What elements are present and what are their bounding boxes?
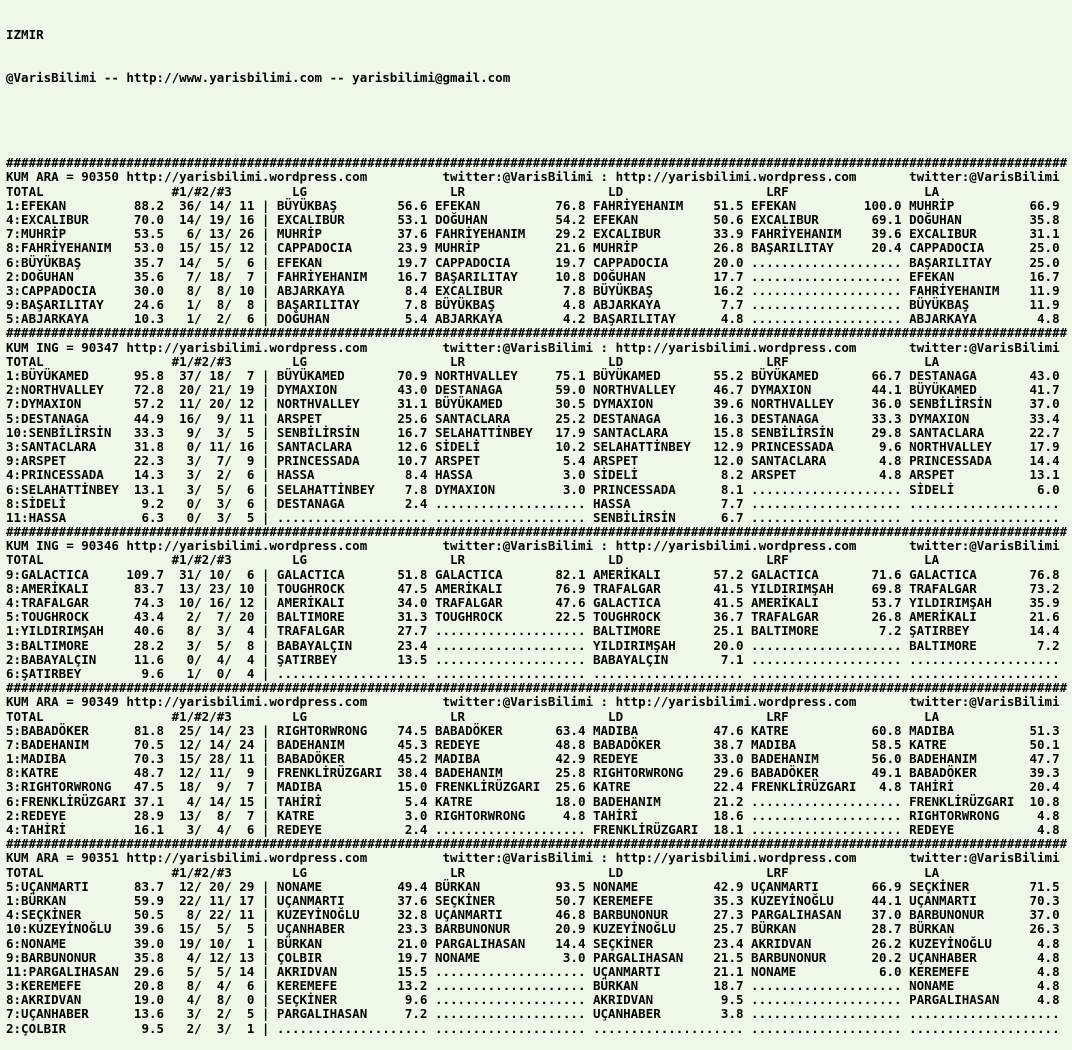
table-title-line: KUM ARA = 90350 http://yarisbilimi.wordpress.com twitter:@VarisBilimi : http://yarisbilimi.wordpress.com twitter:@VarisBilimi xyxy=(6,169,1060,185)
stats-table-90347 xyxy=(6,326,1072,525)
table-row: 7:UÇANHABER 13.6 3/ 2/ 5 | PARGALIHASAN 7.2 .................... UÇANHABER 3.8 .................... .................... xyxy=(6,1006,1068,1022)
table-row: 2:BABAYALÇIN 11.6 0/ 4/ 4 | ŞATIRBEY 13.5 .................... BABAYALÇIN 7.1 .................... .................... xyxy=(6,651,1068,667)
table-row: 7:BADEHANIM 70.5 12/ 14/ 24 | BADEHANIM 45.3 REDEYE 48.8 BABADÖKER 38.7 MADIBA 58.5 KATRE 50.1 xyxy=(6,736,1068,752)
table-row: 8:AMERİKALI 83.7 13/ 23/ 10 | TOUGHROCK 47.5 AMERİKALI 76.9 TRAFALGAR 41.5 YILDIRIMŞAH 69.8 TRAFALGAR 73.2 xyxy=(6,580,1068,596)
separator-line: ############################################################################################################################################# xyxy=(6,524,1068,540)
separator-line: ############################################################################################################################################# xyxy=(6,155,1068,171)
column-header-line: TOTAL #1/#2/#3 LG LR LD LRF LA xyxy=(6,183,940,199)
table-row: 2:ÇOLBIR 9.5 2/ 3/ 1 | .................... .................... .................... .................... .................... xyxy=(6,1020,1068,1036)
table-row: 8:FAHRİYEHANIM 53.0 15/ 15/ 12 | CAPPADOCIA 23.9 MUHRİP 21.6 MUHRİP 26.8 BAŞARILITAY 20.4 CAPPADOCIA 25.0 xyxy=(6,240,1068,256)
table-row: 9:GALACTICA 109.7 31/ 10/ 6 | GALACTICA 51.8 GALACTICA 82.1 AMERİKALI 57.2 GALACTICA 71.6 GALACTICA 76.8 xyxy=(6,566,1068,582)
table-row: 6:NONAME 39.0 19/ 10/ 1 | BÜRKAN 21.0 PARGALIHASAN 14.4 SEÇKİNER 23.4 AKRIDVAN 26.2 KUZEYİNOĞLU 4.8 xyxy=(6,935,1068,951)
table-row: 3:SANTACLARA 31.8 0/ 11/ 16 | SANTACLARA 12.6 SİDELİ 10.2 SELAHATTİNBEY 12.9 PRINCESSADA 9.6 NORTHVALLEY 17.9 xyxy=(6,438,1068,454)
table-row: 1:MADIBA 70.3 15/ 28/ 11 | BABADÖKER 45.2 MADIBA 42.9 REDEYE 33.0 BADEHANIM 56.0 BADEHANIM 47.7 xyxy=(6,751,1068,767)
table-row: 8:KATRE 48.7 12/ 11/ 9 | FRENKLİRÜZGARI 38.4 BADEHANIM 25.8 RIGHTORWRONG 29.6 BABADÖKER 49.1 BABADÖKER 39.3 xyxy=(6,765,1068,781)
byline: @VarisBilimi -- http://www.yarisbilimi.com -- yarisbilimi@gmail.com xyxy=(6,70,511,85)
table-row: 4:EXCALIBUR 70.0 14/ 19/ 16 | EXCALIBUR 53.1 DOĞUHAN 54.2 EFEKAN 50.6 EXCALIBUR 69.1 DOĞUHAN 35.8 xyxy=(6,211,1068,227)
table-row: 5:TOUGHROCK 43.4 2/ 7/ 20 | BALTIMORE 31.3 TOUGHROCK 22.5 TOUGHROCK 36.7 TRAFALGAR 26.8 AMERİKALI 21.6 xyxy=(6,609,1068,625)
table-row: 6:ŞATIRBEY 9.6 1/ 0/ 4 | .................... .................... .................... .................... .................... xyxy=(6,665,1068,681)
column-header-line: TOTAL #1/#2/#3 LG LR LD LRF LA xyxy=(6,708,940,724)
table-row: 8:SİDELİ 9.2 0/ 3/ 6 | DESTANAGA 2.4 .................... HASSA 7.7 .................... .................... xyxy=(6,495,1068,511)
table-row: 4:SEÇKİNER 50.5 8/ 22/ 11 | KUZEYİNOĞLU 32.8 UÇANMARTI 46.8 BARBUNONUR 27.3 PARGALIHASAN 37.0 BARBUNONUR 37.0 xyxy=(6,907,1068,923)
table-row: 7:DYMAXION 57.2 11/ 20/ 12 | NORTHVALLEY 31.1 BÜYÜKAMED 30.5 DYMAXION 39.6 NORTHVALLEY 36.0 SENBİLİRSİN 37.0 xyxy=(6,396,1068,412)
column-header-line: TOTAL #1/#2/#3 LG LR LD LRF LA xyxy=(6,552,940,568)
table-row: 4:TAHİRİ 16.1 3/ 4/ 6 | REDEYE 2.4 .................... FRENKLİRÜZGARI 18.1 .................... REDEYE 4.8 xyxy=(6,822,1068,837)
separator-line: ############################################################################################################################################# xyxy=(6,325,1068,341)
stats-table-90346 xyxy=(6,525,1072,681)
table-row: 9:BARBUNONUR 35.8 4/ 12/ 13 | ÇOLBIR 19.7 NONAME 3.0 PARGALIHASAN 21.5 BARBUNONUR 20.2 UÇANHABER 4.8 xyxy=(6,949,1068,965)
table-row: 4:TRAFALGAR 74.3 10/ 16/ 12 | AMERİKALI 34.0 TRAFALGAR 47.6 GALACTICA 41.5 AMERİKALI 53.7 YILDIRIMŞAH 35.9 xyxy=(6,595,1068,610)
table-row: 10:SENBİLİRSİN 33.3 9/ 3/ 5 | SENBİLİRSİN 16.7 SELAHATTİNBEY 17.9 SANTACLARA 15.8 SENBİLİRSİN 29.8 SANTACLARA 22.7 xyxy=(6,424,1068,440)
table-row: 2:REDEYE 28.9 13/ 8/ 7 | KATRE 3.0 RIGHTORWRONG 4.8 TAHİRİ 18.6 .................... RIGHTORWRONG 4.8 xyxy=(6,807,1068,823)
table-row: 9:BAŞARILITAY 24.6 1/ 8/ 8 | BAŞARILITAY 7.8 BÜYÜKBAŞ 4.8 ABJARKAYA 7.7 .................... BÜYÜKBAŞ 11.9 xyxy=(6,297,1068,313)
table-row: 3:KEREMEFE 20.8 8/ 4/ 6 | KEREMEFE 13.2 .................... BÜRKAN 18.7 .................... NONAME 4.8 xyxy=(6,978,1068,994)
table-row: 3:RIGHTORWRONG 47.5 18/ 9/ 7 | MADIBA 15.0 FRENKLİRÜZGARI 25.6 KATRE 22.4 FRENKLİRÜZGARI 4.8 TAHİRİ 20.4 xyxy=(6,779,1068,795)
separator-line: ############################################################################################################################################# xyxy=(6,836,1068,852)
table-title-line: KUM ING = 90347 http://yarisbilimi.wordpress.com twitter:@VarisBilimi : http://yarisbilimi.wordpress.com twitter:@VarisBilimi xyxy=(6,339,1060,355)
table-row: 5:UÇANMARTI 83.7 12/ 20/ 29 | NONAME 49.4 BÜRKAN 93.5 NONAME 42.9 UÇANMARTI 66.9 SEÇKİNER 71.5 xyxy=(6,878,1068,894)
table-row: 7:MUHRİP 53.5 6/ 13/ 26 | MUHRİP 37.6 FAHRİYEHANIM 29.2 EXCALIBUR 33.9 FAHRİYEHANIM 39.6 EXCALIBUR 31.1 xyxy=(6,226,1068,242)
table-row: 4:PRINCESSADA 14.3 3/ 2/ 6 | HASSA 8.4 HASSA 3.0 SİDELİ 8.2 ARSPET 4.8 ARSPET 13.1 xyxy=(6,467,1068,483)
table-row: 1:EFEKAN 88.2 36/ 14/ 11 | BÜYÜKBAŞ 56.6 EFEKAN 76.8 FAHRİYEHANIM 51.5 EFEKAN 100.0 MUHRİP 66.9 xyxy=(6,197,1068,213)
stats-table-90350 xyxy=(6,156,1072,326)
table-row: 1:BÜRKAN 59.9 22/ 11/ 17 | UÇANMARTI 37.6 SEÇKİNER 50.7 KEREMEFE 35.3 KUZEYİNOĞLU 44.1 UÇANMARTI 70.3 xyxy=(6,892,1068,908)
table-row: 6:SELAHATTİNBEY 13.1 3/ 5/ 6 | SELAHATTİNBEY 7.8 DYMAXION 3.0 PRINCESSADA 8.1 .................... SİDELİ 6.0 xyxy=(6,481,1068,497)
blank-line xyxy=(6,114,1072,128)
table-row: 2:DOĞUHAN 35.6 7/ 18/ 7 | FAHRİYEHANIM 16.7 BAŞARILITAY 10.8 DOĞUHAN 17.7 .................... EFEKAN 16.7 xyxy=(6,268,1068,284)
table-row: 5:ABJARKAYA 10.3 1/ 2/ 6 | DOĞUHAN 5.4 ABJARKAYA 4.2 BAŞARILITAY 4.8 .................... ABJARKAYA 4.8 xyxy=(6,311,1068,327)
table-row: 5:BABADÖKER 81.8 25/ 14/ 23 | RIGHTORWRONG 74.5 BABADÖKER 63.4 MADIBA 47.6 KATRE 60.8 MADIBA 51.3 xyxy=(6,722,1068,738)
table-row: 6:BÜYÜKBAŞ 35.7 14/ 5/ 6 | EFEKAN 19.7 CAPPADOCIA 19.7 CAPPADOCIA 20.0 .................... BAŞARILITAY 25.0 xyxy=(6,254,1068,270)
table-row: 6:FRENKLİRÜZGARI 37.1 4/ 14/ 15 | TAHİRİ 5.4 KATRE 18.0 BADEHANIM 21.2 .................... FRENKLİRÜZGARI 10.8 xyxy=(6,793,1068,809)
table-row: 10:KUZEYİNOĞLU 39.6 15/ 5/ 5 | UÇANHABER 23.3 BARBUNONUR 20.9 KUZEYİNOĞLU 25.7 BÜRKAN 28.7 BÜRKAN 26.3 xyxy=(6,921,1068,937)
table-row: 2:NORTHVALLEY 72.8 20/ 21/ 19 | DYMAXION 43.0 DESTANAGA 59.0 NORTHVALLEY 46.7 DYMAXION 44.1 BÜYÜKAMED 41.7 xyxy=(6,382,1068,398)
separator-line: ############################################################################################################################################# xyxy=(6,680,1068,696)
table-row: 5:DESTANAGA 44.9 16/ 9/ 11 | ARSPET 25.6 SANTACLARA 25.2 DESTANAGA 16.3 DESTANAGA 33.3 DYMAXION 33.4 xyxy=(6,410,1068,426)
table-row: 9:ARSPET 22.3 3/ 7/ 9 | PRINCESSADA 10.7 ARSPET 5.4 ARSPET 12.0 SANTACLARA 4.8 PRINCESSADA 14.4 xyxy=(6,453,1068,469)
page-title: IZMIR xyxy=(6,27,44,43)
table-title-line: KUM ARA = 90349 http://yarisbilimi.wordpress.com twitter:@VarisBilimi : http://yarisbilimi.wordpress.com twitter:@VarisBilimi xyxy=(6,694,1060,710)
table-row: 11:HASSA 6.3 0/ 3/ 5 | .................... .................... SENBİLİRSİN 6.7 .................... .................... xyxy=(6,509,1068,525)
table-title-line: KUM ARA = 90351 http://yarisbilimi.wordpress.com twitter:@VarisBilimi : http://yarisbilimi.wordpress.com twitter:@VarisBilimi xyxy=(6,850,1060,866)
column-header-line: TOTAL #1/#2/#3 LG LR LD LRF LA xyxy=(6,864,940,880)
table-row: 3:BALTIMORE 28.2 3/ 5/ 8 | BABAYALÇIN 23.4 .................... YILDIRIMŞAH 20.0 .................... BALTIMORE 7.2 xyxy=(6,637,1068,653)
stats-table-90349 xyxy=(6,681,1072,837)
table-row: 8:AKRIDVAN 19.0 4/ 8/ 0 | SEÇKİNER 9.6 .................... AKRIDVAN 9.5 .................... PARGALIHASAN 4.8 xyxy=(6,992,1068,1008)
column-header-line: TOTAL #1/#2/#3 LG LR LD LRF LA xyxy=(6,353,940,369)
stats-table-90351 xyxy=(6,837,1072,1036)
table-row: 3:CAPPADOCIA 30.0 8/ 8/ 10 | ABJARKAYA 8.4 EXCALIBUR 7.8 BÜYÜKBAŞ 16.2 .................... FAHRİYEHANIM 11.9 xyxy=(6,282,1068,298)
table-title-line: KUM ING = 90346 http://yarisbilimi.wordpress.com twitter:@VarisBilimi : http://yarisbilimi.wordpress.com twitter:@VarisBilimi xyxy=(6,538,1060,554)
table-row: 1:YILDIRIMŞAH 40.6 8/ 3/ 4 | TRAFALGAR 27.7 .................... BALTIMORE 25.1 BALTIMORE 7.2 ŞATIRBEY 14.4 xyxy=(6,623,1068,639)
tables-container xyxy=(6,156,1072,1036)
table-row: 1:BÜYÜKAMED 95.8 37/ 18/ 7 | BÜYÜKAMED 70.9 NORTHVALLEY 75.1 BÜYÜKAMED 55.2 BÜYÜKAMED 66.7 DESTANAGA 43.0 xyxy=(6,368,1068,383)
table-row: 11:PARGALIHASAN 29.6 5/ 5/ 14 | AKRIDVAN 15.5 .................... UÇANMARTI 21.1 NONAME 6.0 KEREMEFE 4.8 xyxy=(6,963,1068,979)
